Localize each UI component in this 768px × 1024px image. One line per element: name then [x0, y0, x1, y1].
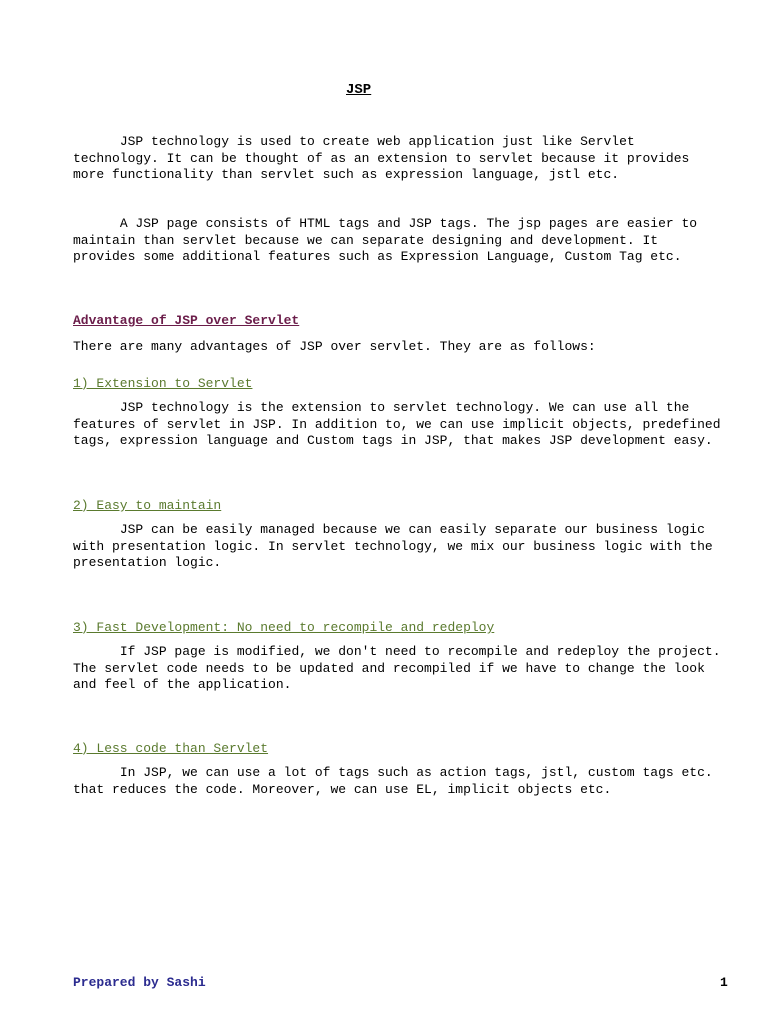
item-text-1: JSP technology is the extension to servlet technology. We can use all the features of servlet in JSP. In addition to, we can use implicit objects, predefined tags, expression language and Custom tags in JSP, that makes JSP development easy. [73, 400, 721, 448]
page-title: JSP [346, 82, 372, 98]
item-text-2: JSP can be easily managed because we can easily separate our business logic with presentation logic. In servlet technology, we mix our business logic with the presentation logic. [73, 522, 713, 570]
item-text-3: If JSP page is modified, we don't need to recompile and redeploy the project. The servlet code needs to be updated and recompiled if we have to change the look and feel of the application. [73, 644, 721, 692]
item-heading-3: 3) Fast Development: No need to recompile and redeploy [73, 620, 495, 635]
section-heading-advantages: Advantage of JSP over Servlet [73, 313, 300, 328]
item-heading-4: 4) Less code than Servlet [73, 741, 269, 756]
footer-page-number: 1 [720, 975, 728, 990]
intro-paragraph-2: A JSP page consists of HTML tags and JSP tags. The jsp pages are easier to maintain than servlet because we can separate designing and development. It provides some additional features such as Expression Language, Custom Tag etc. [73, 216, 698, 264]
item-heading-1: 1) Extension to Servlet [73, 376, 253, 391]
footer-prepared-by: Prepared by Sashi [73, 975, 206, 990]
item-heading-2: 2) Easy to maintain [73, 498, 222, 513]
item-text-4: In JSP, we can use a lot of tags such as action tags, jstl, custom tags etc. that reduces the code. Moreover, we can use EL, implicit objects etc. [73, 765, 713, 797]
section-lead: There are many advantages of JSP over servlet. They are as follows: [73, 339, 596, 354]
intro-paragraph-1: JSP technology is used to create web application just like Servlet technology. It can be thought of as an extension to servlet because it provides more functionality than servlet such as expression language, jstl etc. [73, 134, 690, 182]
